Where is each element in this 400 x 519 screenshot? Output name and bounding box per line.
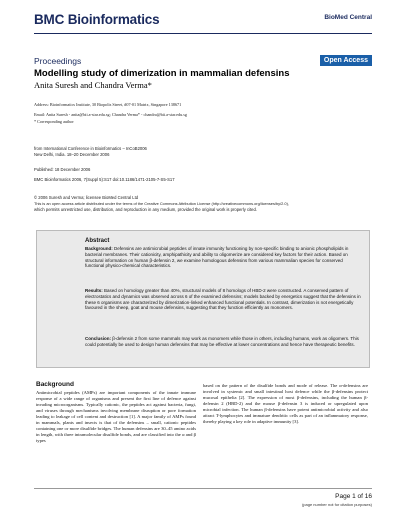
abstract-results (85, 288, 363, 311)
license-line-2: which permits unrestricted use, distribution, and reproduction in any medium, provided the original work is properly cited. (34, 207, 257, 212)
published-date: Published: 18 December 2006 (34, 167, 91, 172)
license-line: This is an open access article distributed under the terms of the Creative Commons Attribution License (http://creativecommons.org/licenses/by/2.0), (34, 201, 289, 206)
copyright-line: © 2006 Suresh and Verma; licensee BioMed Central Ltd (34, 195, 139, 200)
abstract-conclusion-text: β-defensin 2 from some mammals may work as monomers while those in others, including humans, work as oligomers. This could potentially be used to design human defensins that may be effective at lower concentrations and hence have therapeutic benefits. (85, 336, 359, 347)
abstract-results-label: Results: (85, 288, 103, 293)
footer-divider (34, 488, 372, 489)
abstract-results-text: Based on homology greater than 40%, structural models of 8 homologs of HBD-2 were constructed. A conserved pattern of electrostatics and dynamics was observed across 6 of the examined defensins; models backed by energetics suggest that the defensins in these 6 organisms are characterized by dimerization-linked enhanced functional potentials. In contrast, dimerization is not energetically favoured in the sheep, goat and mouse defensins, suggesting that they function efficiently as monomers. (85, 288, 361, 311)
article-title: Modelling study of dimerization in mammalian defensins (34, 68, 290, 79)
background-heading: Background (36, 381, 74, 388)
open-access-badge: Open Access (320, 55, 372, 66)
page-number: Page 1 of 16 (335, 493, 372, 500)
body-column-left: Antimicrobial peptides (AMPs) are important components of the innate immune response of a wide range of organisms and present the first line of defence against invading microorganisms. Typically cationic, the peptides act against bacteria, fungi, and viruses through mechanisms involving membrane disruption or pore formation leading to leakage of cell content and destruction [1]. A major family of AMPs found in mammals, plants and insects is that of the defensins – small, cationic peptides containing one or more disulfide bridges. The human defensins are 30–45 amino acids in length, with three intramolecular disulfide bonds, and are classified into the α and β types (36, 390, 196, 443)
page-note: (page number not for citation purposes) (301, 502, 372, 507)
abstract-heading: Abstract (85, 238, 110, 244)
conference-place: New Delhi, India. 18–20 December 2006 (34, 152, 110, 157)
abstract-background-label: Background: (85, 246, 113, 251)
conference-name: from International Conference in Bioinformatics – InCoB2006 (34, 146, 147, 151)
publisher-name: BioMed Central (324, 14, 372, 21)
abstract-conclusion (85, 336, 363, 348)
abstract-background (85, 246, 363, 269)
journal-title: BMC Bioinformatics (34, 12, 160, 27)
abstract-background-text: Defensins are antimicrobial peptides of innate immunity functioning by non-specific binding to anionic phospholipids in bacterial membranes. Their cationicity, amphipathicity and ability to oligomerize are considered key factors for their action. Based on structural information on human β-defensin 2, we examine homologous defensins from various mammalian species for conserved functional physico-chemical characteristics. (85, 246, 349, 269)
author-email: Email: Anita Suresh - anita@bii.a-star.edu.sg; Chandra Verma* - chandra@bii.a-star.edu.sg (34, 112, 187, 117)
header-divider (34, 33, 372, 34)
publisher-logo (324, 14, 372, 21)
section-label: Proceedings (34, 56, 82, 66)
body-column-right: based on the pattern of the disulfide bonds and mode of release. The α-defensins are involved in systemic and small intestinal host defence while the β-defensins protect mucosal epithelia [2]. The expression of most β-defensins, including the human β-defensin 2 (HBD-2) and the mouse β-defensin 3 is induced or upregulated upon microbial infection. The human β-defensins have potent antimicrobial activity and also attract T-lymphocytes and immature dendritic cells as part of an inflammatory response, thereby playing a key role in adaptive immunity [3]. (203, 383, 368, 424)
citation: BMC Bioinformatics 2006, 7(Suppl 5):S17 doi:10.1186/1471-2105-7-S5-S17 (34, 177, 175, 182)
corresponding-author: * Corresponding author (34, 119, 74, 124)
article-authors: Anita Suresh and Chandra Verma* (34, 80, 152, 90)
author-address: Address: Bioinformatics Institute, 30 Biopolis Street, #07-01 Matrix, Singapore 138671 (34, 102, 182, 107)
abstract-conclusion-label: Conclusion: (85, 336, 111, 341)
